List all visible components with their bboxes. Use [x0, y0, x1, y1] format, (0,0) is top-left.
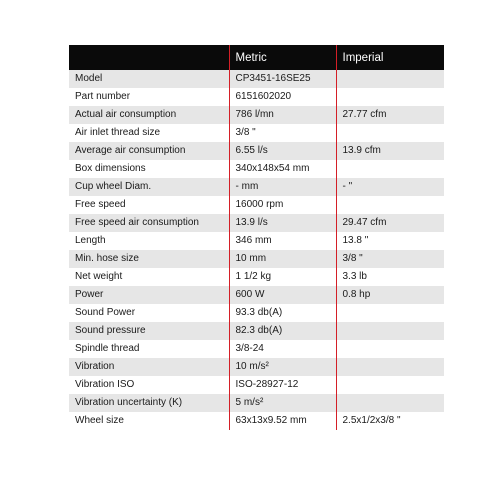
imperial-value-cell [336, 304, 444, 322]
metric-value-cell: 340x148x54 mm [229, 160, 336, 178]
metric-value-cell: 93.3 db(A) [229, 304, 336, 322]
spec-label-cell: Free speed air consumption [75, 217, 199, 228]
metric-value-cell: 346 mm [229, 232, 336, 250]
metric-value-cell: ISO-28927-12 [229, 376, 336, 394]
spec-label-cell: Vibration uncertainty (K) [75, 397, 183, 408]
header-imperial: Imperial [336, 45, 444, 70]
table-row [69, 70, 444, 88]
imperial-value-cell [336, 322, 444, 340]
table-header-row [69, 45, 444, 70]
spec-label-cell: Net weight [75, 271, 123, 282]
metric-value-cell: 6151602020 [229, 88, 336, 106]
metric-value-cell: 5 m/s² [229, 394, 336, 412]
spec-label-cell: Cup wheel Diam. [75, 181, 152, 192]
imperial-value-cell: 3.3 lb [336, 268, 444, 286]
table-row [69, 376, 444, 394]
spec-label-cell: Sound Power [75, 307, 136, 318]
imperial-value-cell: 3/8 " [336, 250, 444, 268]
table-row [69, 232, 444, 250]
spec-label-cell: Wheel size [75, 415, 124, 426]
imperial-value-cell: 29.47 cfm [336, 214, 444, 232]
imperial-value-cell [336, 160, 444, 178]
table-row [69, 268, 444, 286]
metric-value-cell: 600 W [229, 286, 336, 304]
spec-label-cell: Sound pressure [75, 325, 146, 336]
metric-value-cell: 1 1/2 kg [229, 268, 336, 286]
metric-value-cell: 13.9 l/s [229, 214, 336, 232]
imperial-value-cell [336, 376, 444, 394]
table-row [69, 286, 444, 304]
table-row [69, 214, 444, 232]
metric-value-cell: 6.55 l/s [229, 142, 336, 160]
metric-value-cell: 63x13x9.52 mm [229, 412, 336, 430]
table-row [69, 196, 444, 214]
table-row [69, 88, 444, 106]
imperial-value-cell [336, 124, 444, 142]
metric-value-cell: 10 m/s² [229, 358, 336, 376]
imperial-value-cell [336, 70, 444, 88]
spec-label-cell: Vibration [75, 361, 115, 372]
table-body [69, 70, 444, 430]
spec-label-cell: Vibration ISO [75, 379, 135, 390]
metric-value-cell: 3/8-24 [229, 340, 336, 358]
imperial-value-cell: - " [336, 178, 444, 196]
table-row [69, 358, 444, 376]
spec-label-cell: Part number [75, 91, 131, 102]
metric-value-cell: 3/8 " [229, 124, 336, 142]
spec-label-cell: Average air consumption [75, 145, 186, 156]
specifications-table [69, 45, 444, 430]
metric-value-cell: 16000 rpm [229, 196, 336, 214]
header-label-column [69, 45, 229, 70]
metric-value-cell: 82.3 db(A) [229, 322, 336, 340]
table-row [69, 412, 444, 430]
imperial-value-cell: 13.9 cfm [336, 142, 444, 160]
table-row [69, 142, 444, 160]
table-row [69, 304, 444, 322]
spec-label-cell: Model [75, 73, 103, 84]
table-row [69, 340, 444, 358]
imperial-value-cell: 2.5x1/2x3/8 " [336, 412, 444, 430]
imperial-value-cell [336, 340, 444, 358]
table-row [69, 160, 444, 178]
header-metric: Metric [229, 45, 336, 70]
imperial-value-cell: 27.77 cfm [336, 106, 444, 124]
imperial-value-cell [336, 358, 444, 376]
spec-label-cell: Air inlet thread size [75, 127, 161, 138]
spec-label-cell: Actual air consumption [75, 109, 177, 120]
metric-value-cell: - mm [229, 178, 336, 196]
table-row [69, 178, 444, 196]
table-row [69, 124, 444, 142]
table-row [69, 322, 444, 340]
table-row [69, 106, 444, 124]
spec-label-cell: Spindle thread [75, 343, 140, 354]
imperial-value-cell [336, 88, 444, 106]
imperial-value-cell: 0.8 hp [336, 286, 444, 304]
spec-label-cell: Power [75, 289, 104, 300]
imperial-value-cell [336, 196, 444, 214]
spec-label-cell: Min. hose size [75, 253, 139, 264]
spec-label-cell: Free speed [75, 199, 126, 210]
spec-label-cell: Length [75, 235, 106, 246]
metric-value-cell: 10 mm [229, 250, 336, 268]
metric-value-cell: 786 l/mn [229, 106, 336, 124]
spec-label-cell: Box dimensions [75, 163, 146, 174]
table-row [69, 394, 444, 412]
imperial-value-cell [336, 394, 444, 412]
table-row [69, 250, 444, 268]
imperial-value-cell: 13.8 " [336, 232, 444, 250]
metric-value-cell: CP3451-16SE25 [229, 70, 336, 88]
